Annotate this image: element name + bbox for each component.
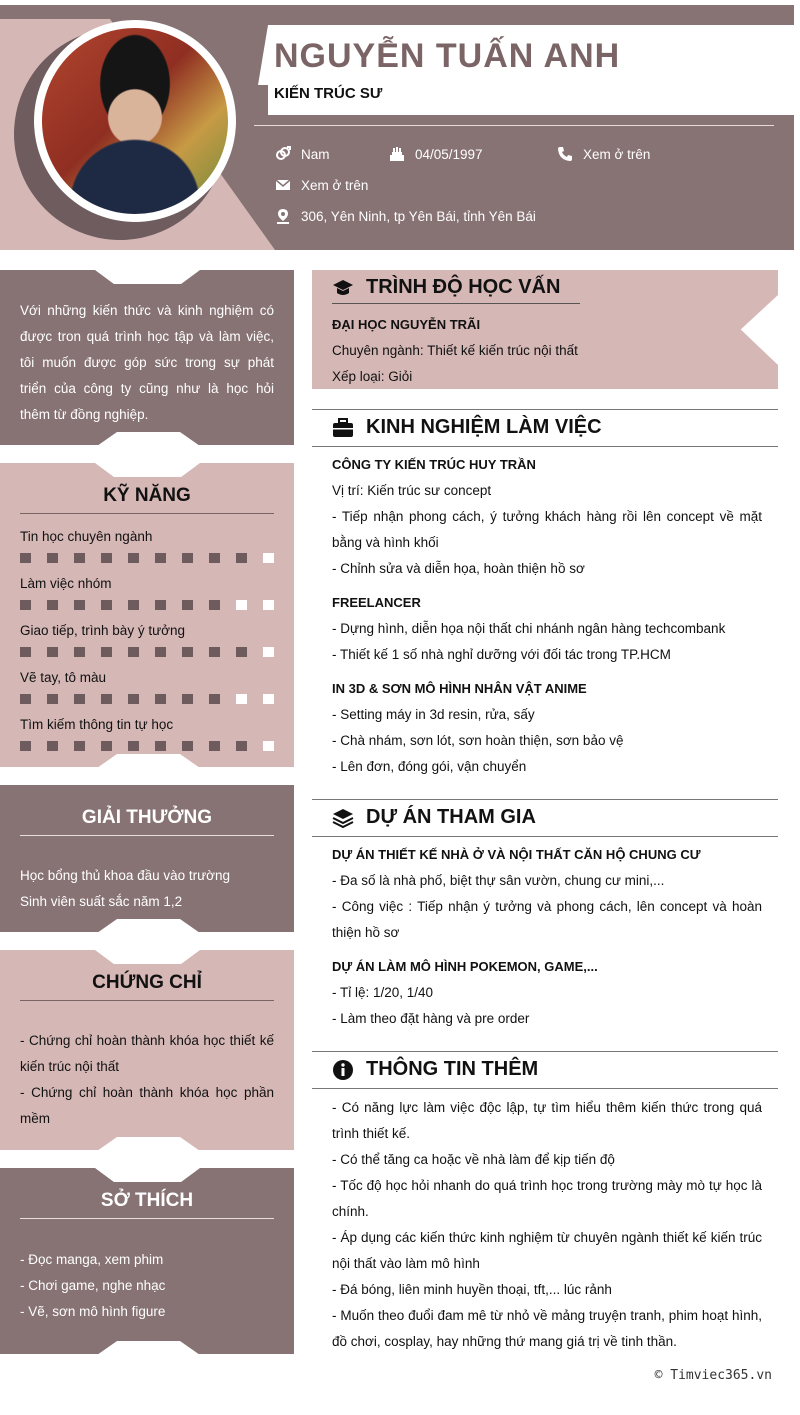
certificates-text	[20, 1028, 274, 1132]
candidate-title: KIẾN TRÚC SƯ	[274, 85, 383, 102]
notch	[95, 463, 200, 477]
skill-dot-filled	[182, 741, 193, 751]
skill-dot-filled	[209, 600, 220, 610]
rank-text: Xếp loại: Giỏi	[332, 369, 413, 384]
skill-item	[20, 623, 274, 657]
certificates-heading: CHỨNG CHỈ	[20, 972, 274, 1001]
education-title	[332, 276, 560, 299]
email-text: Xem ở trên	[301, 177, 369, 193]
skill-item	[20, 529, 274, 563]
job-line: - Setting máy in 3d resin, rửa, sấy	[332, 707, 535, 722]
skill-dot-empty	[236, 600, 247, 610]
address-info	[275, 208, 536, 224]
profile-photo	[42, 28, 228, 214]
skill-item	[20, 670, 274, 704]
project-name: DỰ ÁN LÀM MÔ HÌNH POKEMON, GAME,...	[332, 959, 598, 974]
skill-dot-filled	[236, 741, 247, 751]
skill-dot-filled	[101, 694, 112, 704]
mail-icon	[275, 177, 291, 193]
skill-dot-empty	[263, 600, 274, 610]
award-line: Học bổng thủ khoa đầu vào trường	[20, 868, 231, 883]
name-box	[268, 25, 794, 115]
awards-box	[0, 785, 294, 932]
job-line: - Dựng hình, diễn họa nội thất chi nhánh ngân hàng techcombank	[332, 621, 726, 636]
job-company: CÔNG TY KIẾN TRÚC HUY TRẦN	[332, 457, 536, 472]
skill-name: Giao tiếp, trình bày ý tưởng	[20, 623, 185, 638]
experience-heading: KINH NGHIỆM LÀM VIỆC	[366, 416, 602, 438]
skill-dot-filled	[155, 600, 166, 610]
skill-dot-filled	[182, 694, 193, 704]
skill-name: Tin học chuyên ngành	[20, 529, 153, 544]
info-circle-icon	[332, 1059, 354, 1081]
certificate-line: - Chứng chỉ hoàn thành khóa học phần mềm	[20, 1085, 274, 1126]
skill-dot-filled	[155, 553, 166, 563]
skill-dot-filled	[155, 647, 166, 657]
award-line: Sinh viên suất sắc năm 1,2	[20, 894, 183, 909]
certificates-box	[0, 950, 294, 1150]
skill-name: Tìm kiếm thông tin tự học	[20, 717, 174, 732]
skill-dot-filled	[74, 694, 85, 704]
job-line: - Chà nhám, sơn lót, sơn hoàn thiện, sơn bảo vệ	[332, 733, 624, 748]
objective-text: Với những kiến thức và kinh nghiệm có được tron quá trình học tập và làm việc, tôi muốn được góp sức trong sự phát triển của công ty cũng như là học hỏi thêm từ đồng nghiệp.	[20, 303, 274, 422]
skill-dot-filled	[155, 694, 166, 704]
school-name: ĐẠI HỌC NGUYỄN TRÃI	[332, 317, 481, 332]
hobbies-box	[0, 1168, 294, 1354]
awards-text	[20, 863, 274, 915]
notch	[95, 950, 200, 964]
email-info	[275, 177, 368, 193]
skills-box	[0, 463, 294, 767]
skill-dot-filled	[209, 647, 220, 657]
skill-dot-filled	[209, 694, 220, 704]
education-heading: TRÌNH ĐỘ HỌC VẤN	[366, 276, 561, 298]
experience-title	[332, 416, 602, 439]
education-underline	[332, 303, 580, 304]
birthday-info	[389, 146, 483, 162]
skill-dot-filled	[20, 694, 31, 704]
certificate-line: - Chứng chỉ hoàn thành khóa học thiết kế kiến trúc nội thất	[20, 1033, 274, 1074]
skill-dot-filled	[47, 741, 58, 751]
notch	[0, 430, 294, 446]
objective-box	[0, 270, 294, 445]
hobby-line: - Đọc manga, xem phim	[20, 1252, 164, 1267]
project-line: - Đa số là nhà phố, biệt thự sân vườn, chung cư mini,...	[332, 873, 665, 888]
extra-line: - Có thể tăng ca hoặc về nhà làm để kịp tiến độ	[332, 1152, 615, 1167]
gender-info	[275, 146, 330, 162]
awards-heading: GIẢI THƯỞNG	[20, 807, 274, 836]
skill-dot-empty	[236, 694, 247, 704]
extra-line: - Muốn theo đuổi đam mê từ nhỏ về mảng truyện tranh, phim hoạt hình, đồ chơi, cosplay, hay những thứ mang giá trị về tinh thần.	[332, 1308, 762, 1349]
job-line: - Tiếp nhận phong cách, ý tưởng khách hàng rồi lên concept về mặt bằng và hình khối	[332, 509, 762, 550]
extra-line: - Tốc độ học hỏi nhanh do quá trình học trong trường mày mò tự học là chính.	[332, 1178, 762, 1219]
skill-dot-filled	[74, 741, 85, 751]
candidate-name: NGUYỄN TUẤN ANH	[274, 37, 621, 75]
job-company: IN 3D & SƠN MÔ HÌNH NHÂN VẬT ANIME	[332, 681, 587, 696]
skill-dot-filled	[20, 600, 31, 610]
hobby-line: - Vẽ, sơn mô hình figure	[20, 1304, 166, 1319]
skill-dot-filled	[101, 600, 112, 610]
phone-info	[557, 146, 650, 162]
skill-dot-filled	[20, 647, 31, 657]
phone-text: Xem ở trên	[583, 146, 651, 162]
extra-line: - Áp dụng các kiến thức kinh nghiệm từ chuyên ngành thiết kế kiến trúc nội thất vào làm mô hình	[332, 1230, 762, 1271]
header-divider	[254, 125, 774, 126]
skill-level-dots	[20, 647, 274, 657]
notch	[0, 917, 294, 933]
major-text: Chuyên ngành: Thiết kế kiến trúc nội thất	[332, 343, 578, 358]
skills-heading: KỸ NĂNG	[20, 485, 274, 514]
job-line: Vị trí: Kiến trúc sư concept	[332, 483, 492, 498]
skill-dot-filled	[74, 600, 85, 610]
skill-dot-filled	[209, 553, 220, 563]
layers-icon	[332, 807, 354, 829]
skill-name: Vẽ tay, tô màu	[20, 670, 107, 685]
skill-dot-filled	[101, 741, 112, 751]
notch	[0, 1339, 294, 1355]
extra-line: - Có năng lực làm việc độc lập, tự tìm hiểu thêm kiến thức trong quá trình thiết kế.	[332, 1100, 762, 1141]
location-pin-icon	[275, 208, 291, 224]
project-line: - Làm theo đặt hàng và pre order	[332, 1011, 530, 1026]
briefcase-icon	[332, 417, 354, 439]
skill-dot-empty	[263, 741, 274, 751]
skill-level-dots	[20, 600, 274, 610]
gender-text: Nam	[301, 146, 330, 162]
skill-dot-filled	[155, 741, 166, 751]
skill-level-dots	[20, 741, 274, 751]
education-content	[332, 312, 762, 390]
graduation-cap-icon	[332, 277, 354, 299]
project-name: DỰ ÁN THIẾT KẾ NHÀ Ở VÀ NỘI THẤT CĂN HỘ CHUNG CƯ	[332, 847, 701, 862]
cake-icon	[389, 146, 405, 162]
skill-dot-filled	[74, 553, 85, 563]
hobbies-text	[20, 1247, 274, 1325]
job-company: FREELANCER	[332, 595, 421, 610]
skill-dot-filled	[128, 600, 139, 610]
skill-dot-filled	[128, 741, 139, 751]
skill-dot-filled	[128, 694, 139, 704]
skill-dot-filled	[101, 647, 112, 657]
skill-dot-empty	[263, 553, 274, 563]
job-line: - Thiết kế 1 số nhà nghỉ dưỡng với đối tác trong TP.HCM	[332, 647, 671, 662]
skill-dot-filled	[74, 647, 85, 657]
skill-dot-filled	[182, 600, 193, 610]
job-line: - Lên đơn, đóng gói, vận chuyển	[332, 759, 527, 774]
skill-dot-filled	[128, 647, 139, 657]
skill-dot-filled	[47, 694, 58, 704]
projects-content	[332, 842, 762, 1032]
extra-heading: THÔNG TIN THÊM	[366, 1058, 539, 1080]
hobbies-heading: SỞ THÍCH	[20, 1190, 274, 1219]
project-line: - Tỉ lệ: 1/20, 1/40	[332, 985, 434, 1000]
hobby-line: - Chơi game, nghe nhạc	[20, 1278, 166, 1293]
projects-heading: DỰ ÁN THAM GIA	[366, 806, 536, 828]
skill-dot-filled	[20, 741, 31, 751]
project-line: - Công việc : Tiếp nhận ý tưởng và phong cách, lên concept và hoàn thiện hồ sơ	[332, 899, 762, 940]
address-text: 306, Yên Ninh, tp Yên Bái, tỉnh Yên Bái	[301, 208, 536, 224]
skill-dot-filled	[128, 553, 139, 563]
notch	[0, 752, 294, 768]
skill-dot-filled	[47, 647, 58, 657]
projects-title	[332, 806, 536, 829]
skill-level-dots	[20, 553, 274, 563]
skill-dot-filled	[182, 553, 193, 563]
skill-item	[20, 576, 274, 610]
phone-icon	[557, 146, 573, 162]
skill-dot-filled	[209, 741, 220, 751]
skill-dot-filled	[182, 647, 193, 657]
skill-name: Làm việc nhóm	[20, 576, 112, 591]
birthday-text: 04/05/1997	[415, 146, 483, 162]
extra-content	[332, 1095, 762, 1355]
skill-dot-filled	[20, 553, 31, 563]
extra-line: - Đá bóng, liên minh huyền thoại, tft,... lúc rảnh	[332, 1282, 612, 1297]
skill-dot-empty	[263, 694, 274, 704]
notch	[0, 1135, 294, 1151]
skill-dot-filled	[47, 600, 58, 610]
skill-level-dots	[20, 694, 274, 704]
notch	[95, 1168, 200, 1182]
gender-icon	[275, 146, 291, 162]
notch	[95, 270, 200, 284]
skill-dot-filled	[236, 553, 247, 563]
job-line: - Chỉnh sửa và diễn họa, hoàn thiện hồ sơ	[332, 561, 585, 576]
footer-watermark: © Timviec365.vn	[654, 1368, 772, 1383]
skill-dot-filled	[47, 553, 58, 563]
skill-dot-filled	[101, 553, 112, 563]
skill-dot-filled	[236, 647, 247, 657]
extra-title	[332, 1058, 538, 1081]
experience-content	[332, 452, 762, 780]
skill-item	[20, 717, 274, 751]
skill-dot-empty	[263, 647, 274, 657]
